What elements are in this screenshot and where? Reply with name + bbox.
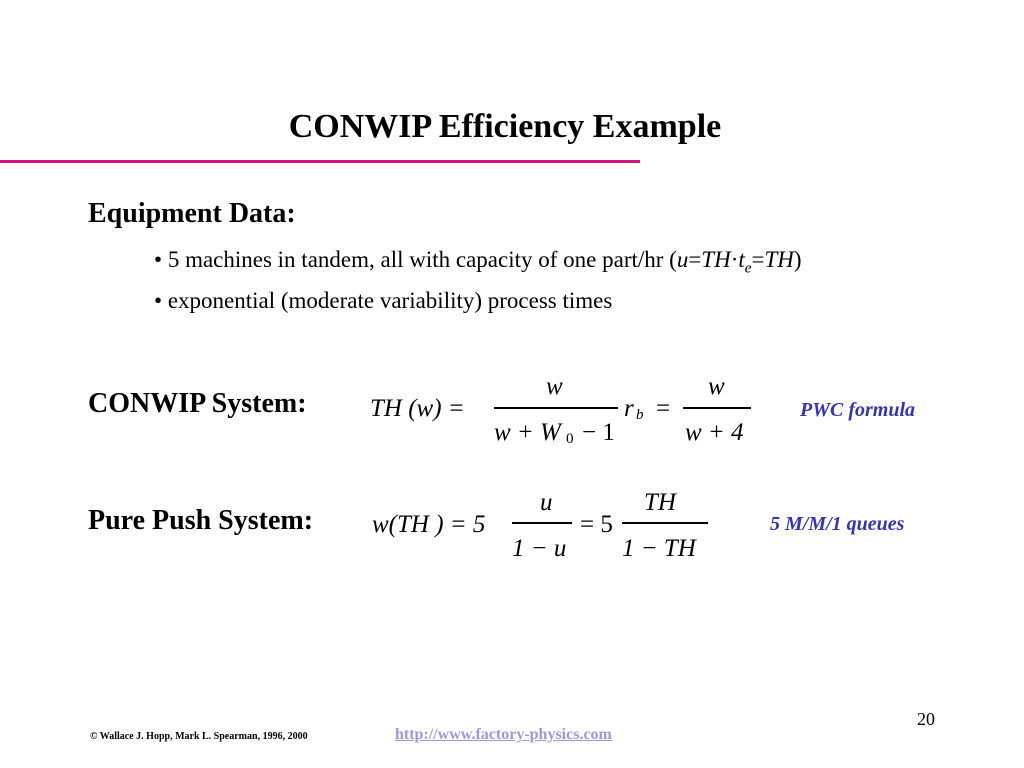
- copyright-notice: © Wallace J. Hopp, Mark L. Spearman, 1996, 2000: [90, 731, 308, 742]
- push-equals-5: = 5: [580, 511, 613, 538]
- conwip-equals: =: [656, 395, 671, 422]
- conwip-lhs: TH (w) =: [370, 395, 465, 422]
- push-numerator-1: u: [540, 489, 553, 516]
- title-divider: [0, 160, 640, 163]
- bullet-exponential: [154, 288, 612, 314]
- conwip-numerator-1: w: [546, 373, 563, 400]
- bullet-exponential-text: exponential (moderate variability) process times: [167, 288, 613, 313]
- bullet-marker: •: [154, 247, 163, 272]
- page-number: 20: [917, 709, 935, 729]
- equals-symbol: =: [688, 247, 702, 272]
- rb-symbol: r: [624, 395, 634, 422]
- factory-physics-link[interactable]: http://www.factory-physics.com: [395, 726, 612, 743]
- e-subscript: e: [744, 260, 752, 277]
- equipment-heading: Equipment Data:: [88, 198, 296, 229]
- rb-subscript: b: [636, 407, 644, 423]
- conwip-denominator-1-tail: − 1: [582, 419, 615, 446]
- conwip-heading: CONWIP System:: [88, 388, 307, 419]
- fraction-bar-4: [622, 522, 708, 524]
- conwip-numerator-2: w: [708, 373, 725, 400]
- th-symbol-2: TH: [764, 247, 794, 272]
- push-heading: Pure Push System:: [88, 505, 314, 536]
- bullet-machines-text: 5 machines in tandem, all with capacity of one part/hr (: [167, 247, 677, 272]
- th-symbol: TH: [701, 247, 731, 272]
- close-paren: ): [793, 247, 802, 272]
- w0-subscript: 0: [566, 431, 574, 447]
- bullet-machines: [154, 247, 802, 278]
- u-symbol: u: [676, 247, 689, 272]
- equals-symbol-2: =: [751, 247, 765, 272]
- fraction-bar-3: [512, 522, 572, 524]
- pwc-formula-note: PWC formula: [800, 399, 916, 421]
- conwip-denominator-2: w + 4: [685, 419, 744, 446]
- t-symbol: t: [738, 247, 745, 272]
- conwip-denominator-1: w + W: [494, 419, 561, 446]
- fraction-bar-2: [683, 407, 751, 409]
- dot-symbol: ·: [730, 247, 739, 272]
- push-denominator-1: 1 − u: [512, 535, 567, 562]
- push-lhs: w(TH ) = 5: [372, 511, 486, 538]
- fraction-bar-1: [494, 407, 618, 409]
- push-numerator-2: TH: [644, 489, 676, 516]
- page-title: CONWIP Efficiency Example: [288, 108, 722, 145]
- mm1-queues-note: 5 M/M/1 queues: [770, 513, 905, 535]
- bullet-marker: •: [154, 288, 163, 313]
- push-denominator-2: 1 − TH: [622, 535, 696, 562]
